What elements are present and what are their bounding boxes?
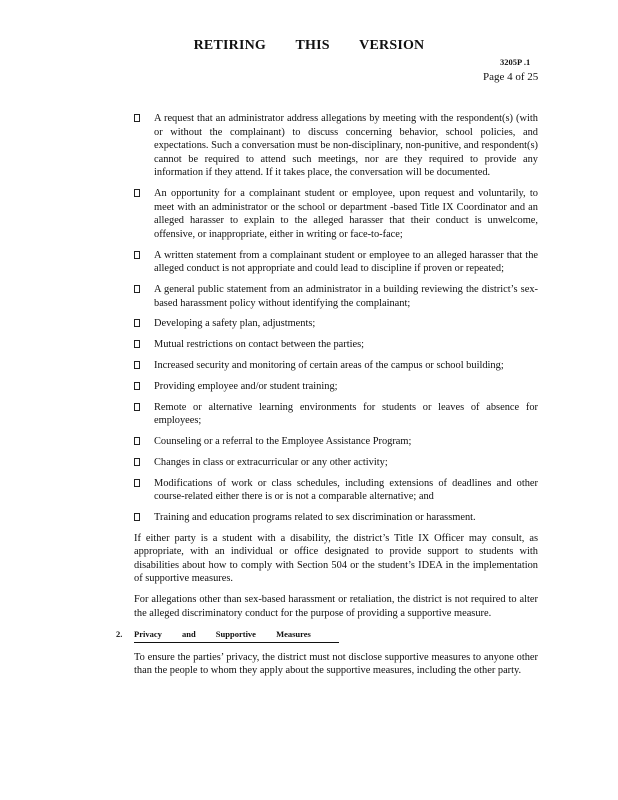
bullet-box-icon	[134, 189, 140, 197]
bullet-box-icon	[134, 513, 140, 521]
list-item-text: Providing employee and/or student training;	[154, 380, 338, 392]
bullet-box-icon	[134, 437, 140, 445]
bullet-box-icon	[134, 340, 140, 348]
bullet-box-icon	[134, 479, 140, 487]
list-item	[134, 112, 538, 180]
list-item	[134, 338, 538, 352]
list-item-text: Increased security and monitoring of certain areas of the campus or school building;	[154, 360, 504, 372]
document-body	[116, 112, 538, 685]
bullet-box-icon	[134, 251, 140, 259]
list-item-text: Modifications of work or class schedules, including extensions of deadlines and other course-related either there is or is not a comparable alternative; and	[154, 477, 538, 503]
section-heading-label: Privacy and Supportive Measures	[134, 628, 339, 643]
allegations-paragraph: For allegations other than sex-based harassment or retaliation, the district is not required to alter the alleged discriminatory conduct for the purpose of providing a supportive measure.	[134, 594, 538, 619]
list-item	[134, 359, 538, 373]
section-number: 2.	[116, 629, 123, 640]
list-item-text: Changes in class or extracurricular or any other activity;	[154, 456, 388, 468]
list-item	[134, 249, 538, 276]
list-item	[134, 477, 538, 504]
bullet-box-icon	[134, 403, 140, 411]
list-item-text: A request that an administrator address allegations by meeting with the respondent(s) (with or without the complainant) to discuss concerning behavior, school policies, and expectations. Such a conversation must be non-disciplinary, non-punitive, and respondent(s) cannot be required to attend such meetings, nor are they required to provide any information if they attend. If it takes place, the conversation will be documented.	[154, 113, 538, 179]
list-item	[134, 317, 538, 331]
list-item	[134, 456, 538, 470]
bullet-box-icon	[134, 458, 140, 466]
bullet-box-icon	[134, 114, 140, 122]
privacy-paragraph: To ensure the parties’ privacy, the district must not disclose supportive measures to anyone other than the people to whom they apply about the supportive measures, including the other party.	[134, 651, 538, 677]
section-heading	[116, 628, 538, 643]
list-item	[134, 511, 538, 525]
list-item	[134, 283, 538, 310]
list-item	[134, 187, 538, 241]
page-title: RETIRING THIS VERSION	[193, 38, 425, 53]
list-item	[134, 380, 538, 394]
list-item-text: A general public statement from an administrator in a building reviewing the district’s sex-based harassment policy without identifying the complainant;	[154, 284, 538, 309]
policy-number: 3205P .1	[500, 57, 531, 67]
supportive-measures-list	[134, 112, 538, 525]
list-item-text: A written statement from a complainant student or employee to an alleged harasser that the alleged conduct is not appropriate and could lead to discipline if proven or repeated;	[154, 249, 538, 275]
list-item-text: Training and education programs related to sex discrimination or harassment.	[154, 511, 476, 523]
list-item	[134, 401, 538, 428]
list-item-text: Counseling or a referral to the Employee Assistance Program;	[154, 435, 412, 447]
bullet-box-icon	[134, 285, 140, 293]
list-item-text: Developing a safety plan, adjustments;	[154, 318, 316, 330]
bullet-box-icon	[134, 361, 140, 369]
list-item-text: Mutual restrictions on contact between the parties;	[154, 339, 365, 351]
bullet-box-icon	[134, 382, 140, 390]
disability-paragraph: If either party is a student with a disability, the district’s Title IX Officer may consult, as appropriate, with an individual or office designated to provide support to students with disabilities about how to comply with Section 504 or the student’s IDEA in the implementation of supportive measures.	[134, 532, 538, 585]
bullet-box-icon	[134, 319, 140, 327]
list-item-text: Remote or alternative learning environments for students or leaves of absence for employees;	[154, 401, 538, 427]
list-item	[134, 435, 538, 449]
page-number: Page 4 of 25	[483, 71, 539, 83]
list-item-text: An opportunity for a complainant student or employee, upon request and voluntarily, to meet with an administrator or the school or department -based Title IX Coordinator and an alleged harasser to explain to the alleged harasser that their conduct is unwelcome, offensive, or inappropriate, either in writing or face-to-face;	[154, 188, 538, 240]
